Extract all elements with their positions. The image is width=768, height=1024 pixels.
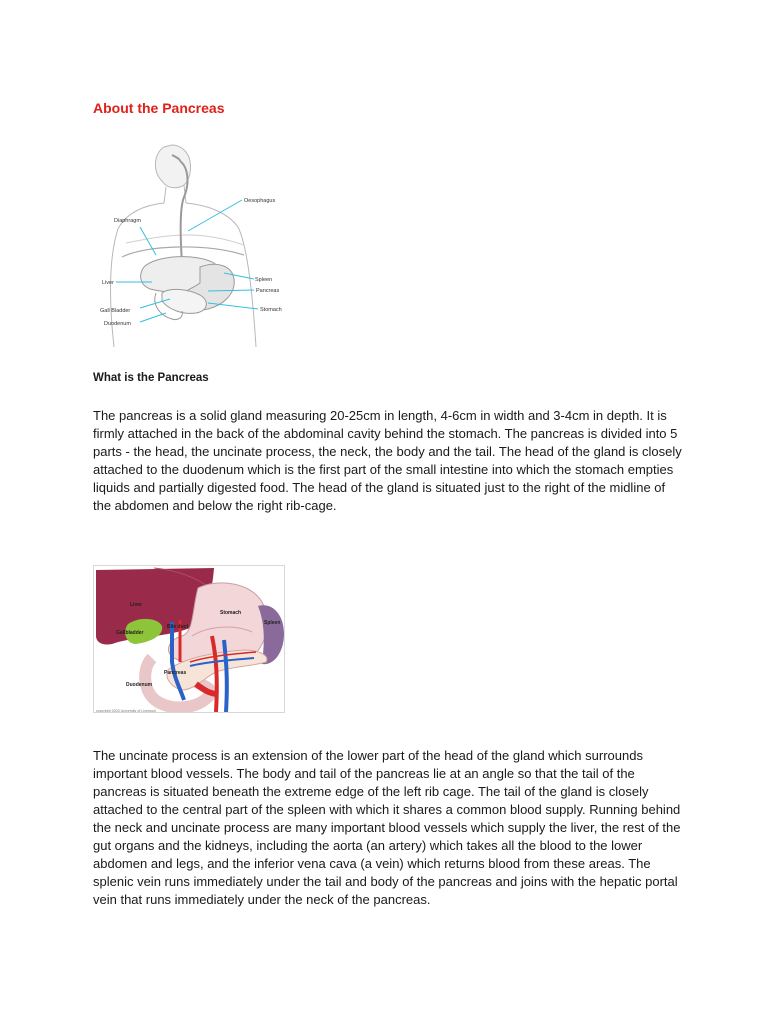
label-oesophagus: Oesophagus xyxy=(244,198,276,204)
label-gallbladder: Gallbladder xyxy=(116,630,144,636)
label-diaphragm: Diaphragm xyxy=(114,218,141,224)
paragraph-uncinate-process: The uncinate process is an extension of the lower part of the head of the gland which surrounds important blood vessels. The body and tail of the pancreas lie at an angle so that the tail of the pancreas is situated beneath the extreme edge of the left rib cage. The tail of the gland is closely attached to the central part of the spleen with which it shares a common blood supply. Running behind the neck and uncinate process are many important blood vessels which supply the liver, the rest of the gut organs and the kidneys, including the aorta (an artery) which takes all the blood to the lower abdomen and legs, and the inferior vena cava (a vein) which returns blood from these areas. The splenic vein runs immediately under the tail and body of the pancreas and joins with the hepatic portal vein that runs immediately under the neck of the pancreas. xyxy=(93,748,681,907)
paragraph-pancreas-description: The pancreas is a solid gland measuring 20-25cm in length, 4-6cm in width and 3-4cm in depth. It is firmly attached in the back of the abdominal cavity behind the stomach. The pancreas is divided into 5 parts - the head, the uncinate process, the neck, the body and the tail. The head of the gland is closely attached to the duodenum which is the first part of the small intestine into which the stomach empties liquids and partially digested food. The head of the gland is situated just to the right of the midline of the abdomen and below the right rib-cage. xyxy=(93,408,682,513)
page-title: About the Pancreas xyxy=(93,100,225,116)
label-liver: Liver xyxy=(102,280,114,286)
figure-copyright: copyright 2003 University of Liverpool xyxy=(96,709,156,713)
label-pancreas: Pancreas xyxy=(256,288,280,294)
label-stomach: Stomach xyxy=(260,307,282,313)
label-liver-2: Liver xyxy=(130,602,142,608)
label-gall-bladder: Gall Bladder xyxy=(100,308,131,314)
label-duodenum: Duodenum xyxy=(104,321,131,327)
label-spleen: Spleen xyxy=(255,277,273,283)
section-heading: What is the Pancreas xyxy=(93,372,209,384)
label-bile-duct: Bile duct xyxy=(167,624,189,630)
pancreas-illustration-figure xyxy=(93,565,285,713)
label-duodenum-2: Duodenum xyxy=(126,682,153,688)
torso-anatomy-figure xyxy=(96,143,292,349)
label-spleen-2: Spleen xyxy=(264,620,281,626)
label-stomach-2: Stomach xyxy=(220,610,242,616)
label-pancreas-2: Pancreas xyxy=(164,670,187,676)
pancreas-illustration xyxy=(94,566,285,713)
